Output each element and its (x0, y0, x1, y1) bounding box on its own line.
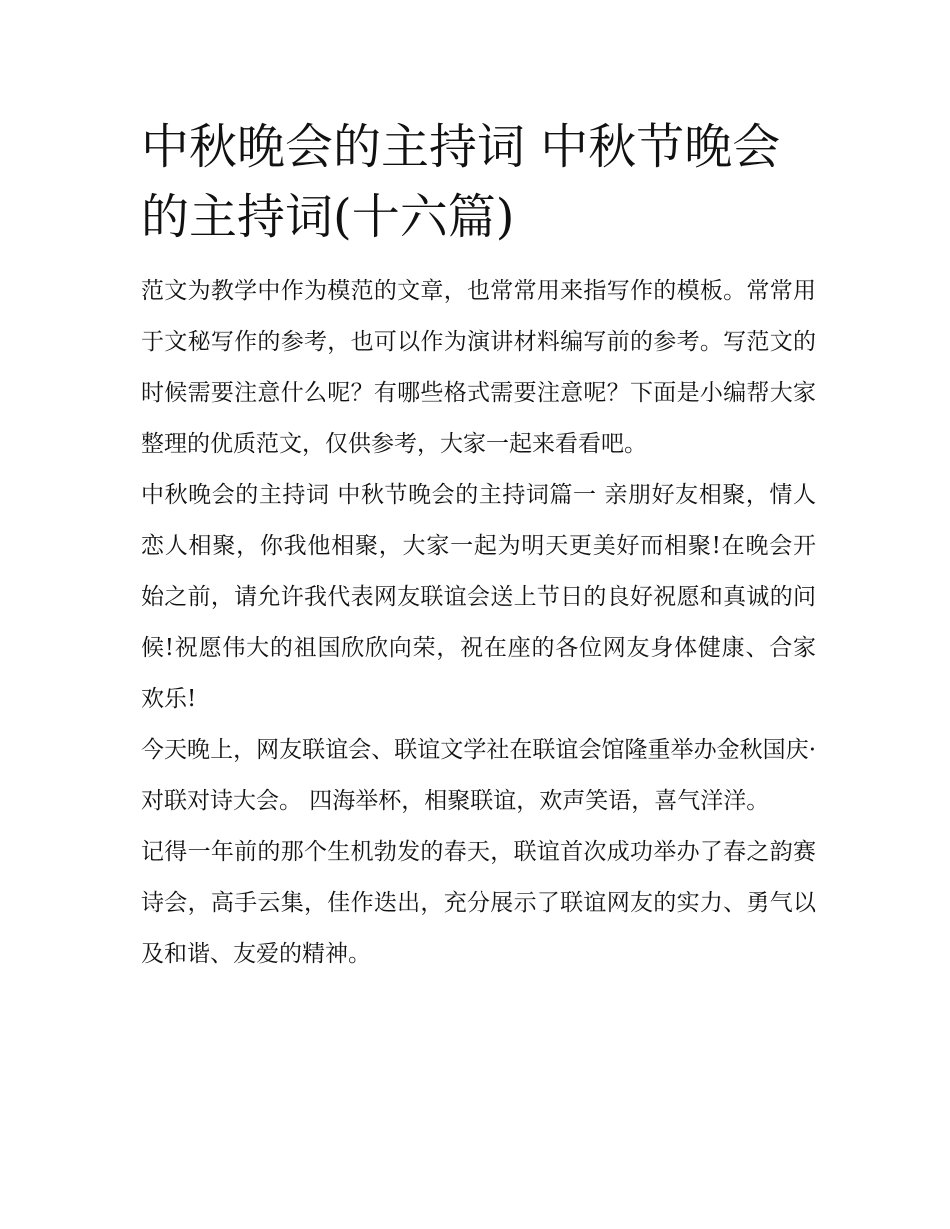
paragraph-intro: 范文为教学中作为模范的文章，也常常用来指写作的模板。常常用于文秘写作的参考，也可以作为演讲材料编写前的参考。写范文的时候需要注意什么呢？有哪些格式需要注意呢？下面是小编帮大家整理的优质范文，仅供参考，大家一起来看看吧。 (141, 278, 816, 457)
paragraph-event: 今天晚上，网友联谊会、联谊文学社在联谊会馆隆重举办金秋国庆·对联对诗大会。 四海举杯，相聚联谊，欢声笑语，喜气洋洋。 (141, 737, 816, 814)
document-page (141, 112, 816, 980)
document-title: 中秋晚会的主持词 中秋节晚会的主持词(十六篇) (141, 119, 781, 245)
paragraph-opening: 中秋晚会的主持词 中秋节晚会的主持词篇一 亲朋好友相聚，情人恋人相聚，你我他相聚，大家一起为明天更美好而相聚!在晚会开始之前，请允许我代表网友联谊会送上节日的良好祝愿和真诚的问候!祝愿伟大的祖国欣欣向荣，祝在座的各位网友身体健康、合家欢乐! (141, 482, 816, 712)
paragraph-memory: 记得一年前的那个生机勃发的春天，联谊首次成功举办了春之韵赛诗会，高手云集，佳作迭出，充分展示了联谊网友的实力、勇气以及和谐、友爱的精神。 (141, 839, 816, 967)
